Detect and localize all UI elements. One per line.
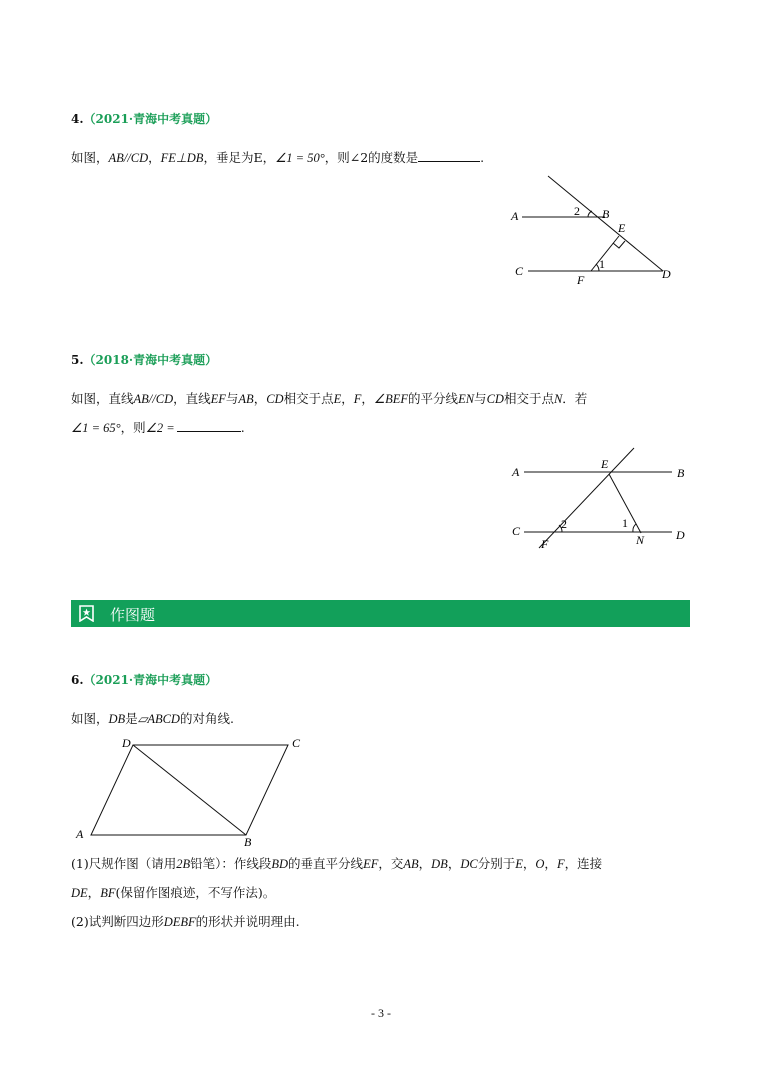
q4-number: 4. [71, 112, 84, 126]
q5-label-c: C [512, 524, 521, 538]
q6-intro [71, 709, 234, 727]
q4-math: FE⊥DB [160, 151, 204, 165]
q5-source: （2018·青海中考真题） [83, 353, 218, 367]
q5-math: CD [266, 392, 284, 406]
q6-text-part: ， [87, 885, 101, 900]
q6-label-d: D [122, 736, 131, 750]
q4-label-a: A [511, 209, 519, 223]
q4-text-part: . [480, 150, 485, 165]
q6-math: AB [403, 857, 419, 871]
q5-text-part: 相交于点 [503, 391, 554, 406]
q5-text-part: 的平分线 [408, 391, 459, 406]
q6-text-part: 如图， [71, 711, 109, 726]
q5-math: EF [210, 392, 226, 406]
q5-text-part: 与 [225, 391, 239, 406]
q5-text-part: ， [253, 391, 267, 406]
q4-header [71, 110, 217, 127]
q6-text-part: 分别于 [477, 856, 516, 871]
q5-figure [500, 445, 700, 555]
q5-text-line2 [71, 418, 245, 436]
q4-answer-blank [418, 149, 480, 162]
q5-label-b: B [677, 466, 685, 480]
q5-math: N [553, 392, 563, 406]
q6-math: F [556, 857, 565, 871]
q5-label-d: D [676, 528, 685, 542]
q6-text-part: ， [418, 856, 432, 871]
q5-text-part: ， [341, 391, 354, 406]
q6-text-part: (2)试判断四边形 [71, 914, 164, 929]
q6-math: DC [460, 857, 478, 871]
q5-math: E [333, 392, 342, 406]
q4-label-c: C [515, 264, 524, 278]
q6-math: DB [108, 712, 126, 726]
q5-math: CD [486, 392, 504, 406]
q6-part1-line2 [71, 883, 275, 901]
q6-text-part: ， [544, 856, 557, 871]
q6-part2 [71, 912, 300, 930]
q5-angle-2: 2 [561, 517, 567, 531]
q6-text-part: ， [522, 856, 536, 871]
q5-math: ∠1 = 65° [71, 421, 121, 435]
q6-text-part: 是 [125, 711, 138, 726]
q6-text-part: 的形状并说明理由. [195, 914, 300, 929]
q6-math: BF [100, 886, 116, 900]
q6-math: DEBF [163, 915, 196, 929]
q5-angle-1: 1 [622, 516, 628, 530]
q4-text-part: ， [148, 150, 161, 165]
q6-text-part: 的对角线. [179, 711, 234, 726]
q6-math: BD [271, 857, 289, 871]
q6-text-part: ，交 [378, 856, 404, 871]
q6-label-c: C [292, 736, 301, 750]
q4-text [71, 148, 484, 166]
q5-text-part: . [240, 420, 245, 435]
q5-text-part: ．若 [562, 391, 588, 406]
q4-math: AB//CD [108, 151, 149, 165]
q6-text-part: 的垂直平分线 [288, 856, 364, 871]
q5-math: AB//CD [133, 392, 174, 406]
q5-math: EN [458, 392, 475, 406]
q5-header [71, 351, 217, 368]
q4-label-e: E [618, 221, 626, 235]
q5-math: ∠2 = [145, 421, 175, 435]
q6-text-part: (1)尺规作图（请用 [71, 856, 177, 871]
q6-text-part: (保留作图痕迹，不写作法)。 [115, 885, 276, 900]
q4-figure [500, 170, 690, 295]
q6-label-b: B [244, 835, 252, 849]
q4-math: ∠1 = 50° [275, 151, 325, 165]
q6-header [71, 671, 217, 688]
q5-answer-blank [177, 419, 241, 432]
q5-label-n: N [636, 533, 645, 547]
q5-text-part: ， [361, 391, 374, 406]
q5-math: AB [238, 392, 254, 406]
q5-label-e: E [601, 457, 609, 471]
q5-label-f: F [541, 537, 549, 551]
q5-text-part: 如图，直线 [71, 391, 134, 406]
q6-text-part: ，连接 [564, 856, 603, 871]
q4-label-f: F [577, 273, 585, 287]
q6-math: DE [71, 886, 88, 900]
q6-source: （2021·青海中考真题） [83, 673, 218, 687]
q5-math: ∠BEF [373, 392, 409, 406]
q5-text-part: ，直线 [173, 391, 211, 406]
star-bookmark-icon [79, 605, 94, 622]
q5-label-a: A [512, 465, 520, 479]
q6-figure [70, 730, 340, 852]
q4-angle-1: 1 [599, 257, 605, 271]
q4-text-part: 如图， [71, 150, 109, 165]
q4-angle-2: 2 [574, 204, 580, 218]
q4-label-d: D [662, 267, 671, 281]
q6-math: E [515, 857, 523, 871]
section-header-bar [71, 600, 690, 627]
q4-text-part: ，垂足为E， [203, 150, 276, 165]
q4-text-part: ，则∠2的度数是 [324, 150, 419, 165]
q6-math: 2B [176, 857, 191, 871]
q6-text-part: ， [447, 856, 461, 871]
q5-number: 5. [71, 353, 84, 367]
q5-text-part: 与 [474, 391, 487, 406]
q4-label-b: B [602, 207, 610, 221]
q6-math: ▱ABCD [137, 712, 180, 726]
q6-part1-line1 [71, 854, 602, 872]
q5-math: F [353, 392, 362, 406]
q4-source: （2021·青海中考真题） [83, 112, 218, 126]
section-title: 作图题 [110, 606, 156, 624]
q6-label-a: A [76, 827, 84, 841]
q5-text-part: 相交于点 [283, 391, 334, 406]
q6-math: O [535, 857, 545, 871]
q6-number: 6. [71, 673, 84, 687]
q5-text-part: ，则 [120, 420, 146, 435]
q5-text-line1 [71, 389, 587, 407]
q6-text-part: 铅笔）：作线段 [190, 856, 272, 871]
q6-math: EF [363, 857, 379, 871]
q6-math: DB [431, 857, 448, 871]
page-number: - 3 - [371, 1006, 391, 1020]
